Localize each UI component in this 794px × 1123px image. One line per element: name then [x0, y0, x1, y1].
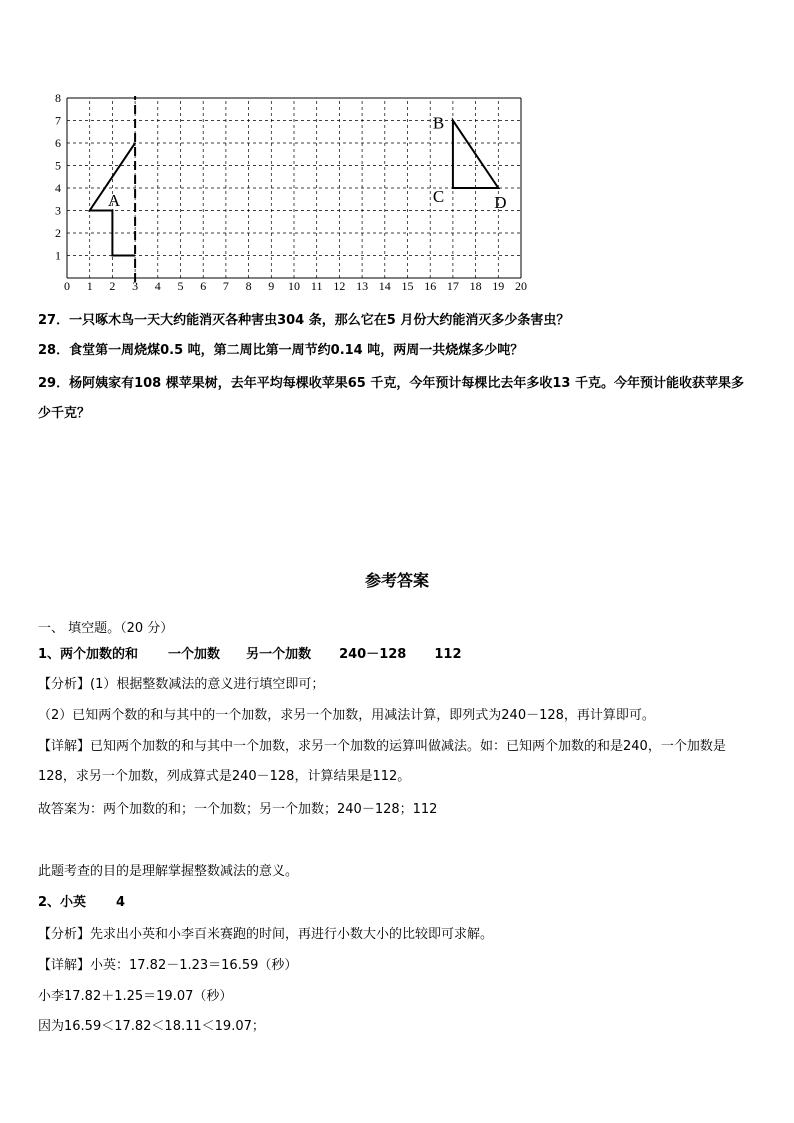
y-tick-label: 3 [55, 203, 61, 218]
y-tick-label: 7 [55, 113, 61, 128]
x-tick-label: 17 [446, 279, 459, 293]
y-tick-label: 6 [55, 136, 61, 150]
answer-1-blank-5: 112 [434, 647, 462, 662]
label-point-b: B [432, 113, 445, 133]
answer-2-analysis: 【分析】先求出小英和小李百米赛跑的时间，再进行小数大小的比较即可求解。 [38, 927, 494, 942]
x-tick-label: 10 [288, 279, 300, 293]
y-tick-label: 2 [55, 226, 61, 240]
question-29: 29．杨阿姨家有108 棵苹果树，去年平均每棵收苹果65 千克，今年预计每棵比去年多收13 千克。今年预计能收获苹果多少千克？ [38, 376, 744, 421]
coordinate-grid-figure [40, 84, 540, 294]
triangle-bcd [453, 121, 498, 189]
answer-2-detail-3: 因为16.59＜17.82＜18.11＜19.07； [38, 1019, 265, 1034]
answer-1-line [38, 647, 462, 663]
x-tick-label: 9 [268, 279, 275, 293]
answer-1-blank-3: 另一个加数 [246, 647, 312, 662]
x-tick-label: 16 [424, 279, 437, 293]
x-tick-label: 4 [154, 279, 161, 293]
x-tick-label: 0 [64, 279, 70, 293]
answer-2-line [38, 895, 125, 911]
answer-2-detail-2: 小李17.82＋1.25＝19.07（秒） [38, 989, 233, 1004]
y-tick-label: 4 [55, 181, 61, 195]
x-tick-label: 2 [109, 279, 116, 293]
y-tick-label: 5 [55, 158, 61, 173]
answer-1-blank-2: 一个加数 [168, 647, 221, 662]
answer-1-blank-4: 240－128 [339, 647, 407, 662]
answer-1-analysis-1: 【分析】(1）根据整数减法的意义进行填空即可； [38, 677, 325, 692]
x-tick-label: 14 [378, 279, 391, 293]
label-point-c: C [432, 187, 445, 206]
section-1-heading: 一、 填空题。（20 分） [38, 621, 174, 636]
x-tick-label: 3 [132, 279, 139, 293]
x-tick-label: 11 [310, 279, 323, 293]
x-tick-label: 5 [177, 279, 184, 293]
answer-2-detail-1: 【详解】小英：17.82－1.23＝16.59（秒） [38, 958, 298, 973]
x-tick-label: 18 [469, 279, 482, 293]
question-28: 28．食堂第一周烧煤0.5 吨，第二周比第一周节约0.14 吨，两周一共烧煤多少吨？ [38, 343, 524, 358]
x-tick-label: 15 [401, 279, 414, 293]
y-tick-label: 1 [55, 248, 61, 263]
answer-1-conclusion: 故答案为：两个加数的和；一个加数；另一个加数；240－128；112 [38, 802, 438, 817]
answer-1-head: 1、两个加数的和 [38, 647, 139, 662]
x-tick-label: 13 [356, 279, 369, 293]
x-tick-label: 12 [333, 279, 346, 293]
answer-1-detail: 【详解】已知两个加数的和与其中一个加数，求另一个加数的运算叫做减法。如：已知两个加数的和是240，一个加数是128，求另一个加数，列成算式是240－128，计算结果是112。 [38, 739, 726, 784]
x-tick-label: 8 [245, 279, 252, 293]
x-tick-label: 19 [492, 279, 505, 293]
answer-2-blank-2: 4 [116, 895, 126, 910]
label-point-a: A [107, 191, 121, 210]
x-tick-label: 6 [200, 279, 207, 293]
label-point-d: D [494, 193, 507, 212]
answer-key-title: 参考答案 [364, 571, 429, 590]
y-tick-label: 8 [55, 91, 61, 105]
grid-svg [40, 84, 540, 294]
answer-2-head: 2、小英 [38, 895, 87, 910]
answer-1-analysis-2: （2）已知两个数的和与其中的一个加数，求另一个加数，用减法计算，即列式为240－128，再计算即可。 [38, 708, 655, 723]
question-27: 27．一只啄木鸟一天大约能消灭各种害虫304 条，那么它在5 月份大约能消灭多少条害虫？ [38, 313, 570, 328]
x-tick-label: 1 [86, 279, 93, 293]
x-tick-label: 20 [515, 279, 527, 293]
answer-1-purpose: 此题考查的目的是理解掌握整数减法的意义。 [38, 864, 299, 879]
x-tick-label: 7 [222, 279, 229, 293]
